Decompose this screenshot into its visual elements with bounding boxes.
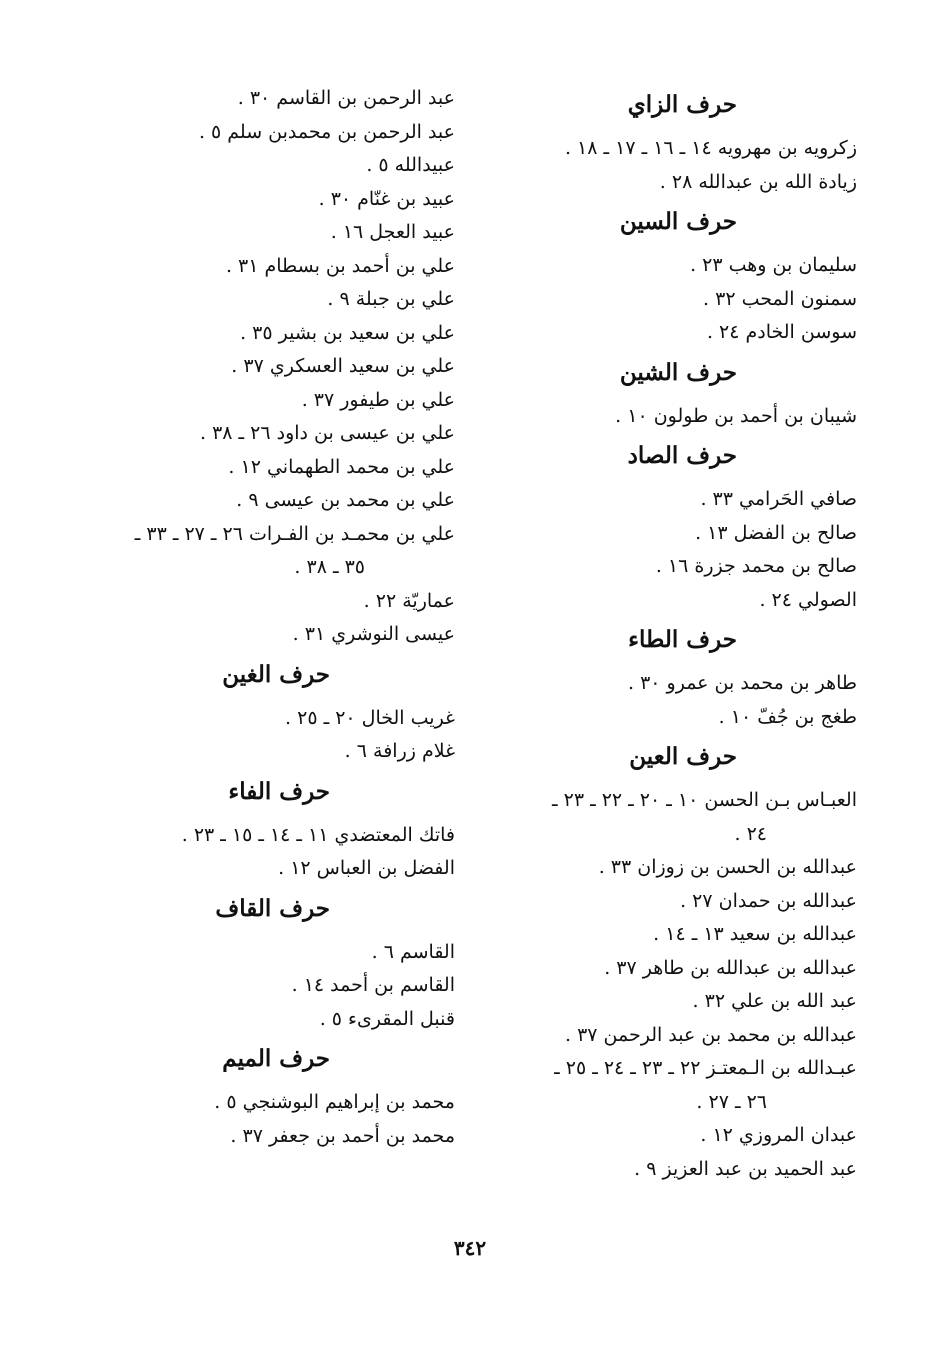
- letter-section: [105, 777, 455, 886]
- index-entry: عبيد العجل ١٦ .: [330, 221, 455, 243]
- index-entry: صالح بن الفضل ١٣ .: [695, 521, 857, 544]
- index-entry: القاسم بن أحمد ١٤ .: [291, 974, 455, 996]
- index-entry: عبد الرحمن بن القاسم ٣٠ .: [237, 87, 455, 109]
- letter-heading: حرف الزاي: [627, 91, 737, 118]
- index-entry: زيادة الله بن عبدالله ٢٨ .: [659, 170, 857, 193]
- index-entry: عبد الحميد بن عبد العزيز ٩ .: [634, 1157, 857, 1180]
- index-entry: علي بن عيسى بن داود ٢٦ ـ ٣٨ .: [200, 422, 455, 444]
- letter-section: [477, 358, 857, 434]
- index-entry: عبدان المروزي ١٢ .: [700, 1124, 857, 1146]
- index-entry: عبيد بن غنّام ٣٠ .: [318, 187, 455, 210]
- letter-heading: حرف الطاء: [628, 626, 737, 653]
- index-entry: محمد بن أحمد بن جعفر ٣٧ .: [230, 1124, 455, 1147]
- index-entry: طاهر بن محمد بن عمرو ٣٠ .: [627, 672, 857, 694]
- index-entry: قنبل المقرىء ٥ .: [319, 1007, 455, 1030]
- letter-section: [477, 207, 857, 350]
- index-entry: عماريّة ٢٢ .: [363, 589, 455, 612]
- index-entry: سمنون المحب ٣٢ .: [703, 287, 857, 310]
- index-entry: سوسن الخادم ٢٤ .: [706, 321, 857, 343]
- index-entry: غريب الخال ٢٠ ـ ٢٥ .: [285, 706, 455, 729]
- letter-heading: حرف السين: [619, 208, 737, 235]
- index-entry: ٢٦ ـ ٢٧ .: [696, 1090, 767, 1113]
- letter-section: [477, 441, 857, 617]
- letter-section: [105, 82, 455, 652]
- letter-heading: حرف العين: [629, 743, 737, 770]
- index-column-left: [105, 82, 455, 1153]
- letter-section: [477, 90, 857, 199]
- index-entry: عبد الله بن علي ٣٢ .: [692, 990, 857, 1012]
- letter-section: [105, 1044, 455, 1153]
- index-entry: صالح بن محمد جزرة ١٦ .: [655, 555, 857, 577]
- index-entry: محمد بن إبراهيم البوشنجي ٥ .: [214, 1091, 455, 1113]
- letter-section: [477, 742, 857, 1186]
- letter-heading: حرف الغين: [222, 660, 330, 688]
- index-entry: فاتك المعتضدي ١١ ـ ١٤ ـ ١٥ ـ ٢٣ .: [181, 823, 455, 846]
- letter-heading: حرف الصاد: [627, 442, 737, 469]
- index-entry: صافي الحَرامي ٣٣ .: [700, 488, 857, 510]
- index-entry: غلام زرافة ٦ .: [344, 740, 455, 762]
- index-entry: عبـدالله بن الـمعتـز ٢٢ ـ ٢٣ ـ ٢٤ ـ ٢٥ ـ: [554, 1057, 857, 1079]
- index-entry: عبدالله بن سعيد ١٣ ـ ١٤ .: [653, 923, 857, 945]
- page-number: ٣٤٢: [453, 1236, 487, 1260]
- index-entry: عبدالله بن الحسن بن زوزان ٣٣ .: [598, 856, 857, 878]
- index-entry: شيبان بن أحمد بن طولون ١٠ .: [615, 404, 857, 427]
- index-entry: عيسى النوشري ٣١ .: [292, 623, 455, 645]
- index-entry: علي بن محمد الطهماني ١٢ .: [228, 455, 455, 478]
- index-entry: علي بن أحمد بن بسطام ٣١ .: [225, 254, 455, 277]
- letter-heading: حرف القاف: [215, 894, 330, 922]
- index-entry: طغج بن جُفّ ١٠ .: [718, 705, 857, 728]
- index-column-right: [477, 82, 857, 1186]
- index-entry: عبد الرحمن بن محمدبن سلم ٥ .: [198, 120, 455, 143]
- index-entry: عبيدالله ٥ .: [366, 154, 455, 176]
- index-entry: ٢٤ .: [734, 822, 767, 845]
- index-entry: علي بن محمد بن عيسى ٩ .: [236, 489, 455, 511]
- index-entry: علي بن محمـد بن الفـرات ٢٦ ـ ٢٧ ـ ٣٣ ـ: [134, 522, 455, 545]
- letter-section: [477, 625, 857, 734]
- index-entry: الفضل بن العباس ١٢ .: [278, 857, 455, 879]
- letter-heading: حرف الميم: [222, 1045, 330, 1072]
- index-entry: سليمان بن وهب ٢٣ .: [690, 254, 857, 276]
- index-entry: عبدالله بن محمد بن عبد الرحمن ٣٧ .: [564, 1023, 857, 1046]
- letter-section: [105, 660, 455, 769]
- index-entry: القاسم ٦ .: [371, 940, 455, 963]
- index-entry: عبدالله بن حمدان ٢٧ .: [680, 889, 857, 912]
- index-entry: علي بن سعيد بن بشير ٣٥ .: [240, 321, 455, 344]
- index-entry: زكرويه بن مهرويه ١٤ ـ ١٦ ـ ١٧ ـ ١٨ .: [564, 137, 857, 159]
- letter-heading: حرف الفاء: [228, 777, 330, 805]
- index-entry: الصولي ٢٤ .: [759, 588, 857, 611]
- index-entry: ٣٥ ـ ٣٨ .: [294, 556, 365, 578]
- index-entry: عبدالله بن عبدالله بن طاهر ٣٧ .: [604, 956, 857, 979]
- index-entry: علي بن طيفور ٣٧ .: [301, 388, 455, 411]
- index-entry: علي بن جبلة ٩ .: [327, 288, 455, 310]
- letter-heading: حرف الشين: [619, 358, 737, 386]
- letter-section: [105, 894, 455, 1037]
- index-entry: العبـاس بـن الحسن ١٠ ـ ٢٠ ـ ٢٢ ـ ٢٣ ـ: [552, 789, 857, 811]
- index-entry: علي بن سعيد العسكري ٣٧ .: [231, 355, 455, 377]
